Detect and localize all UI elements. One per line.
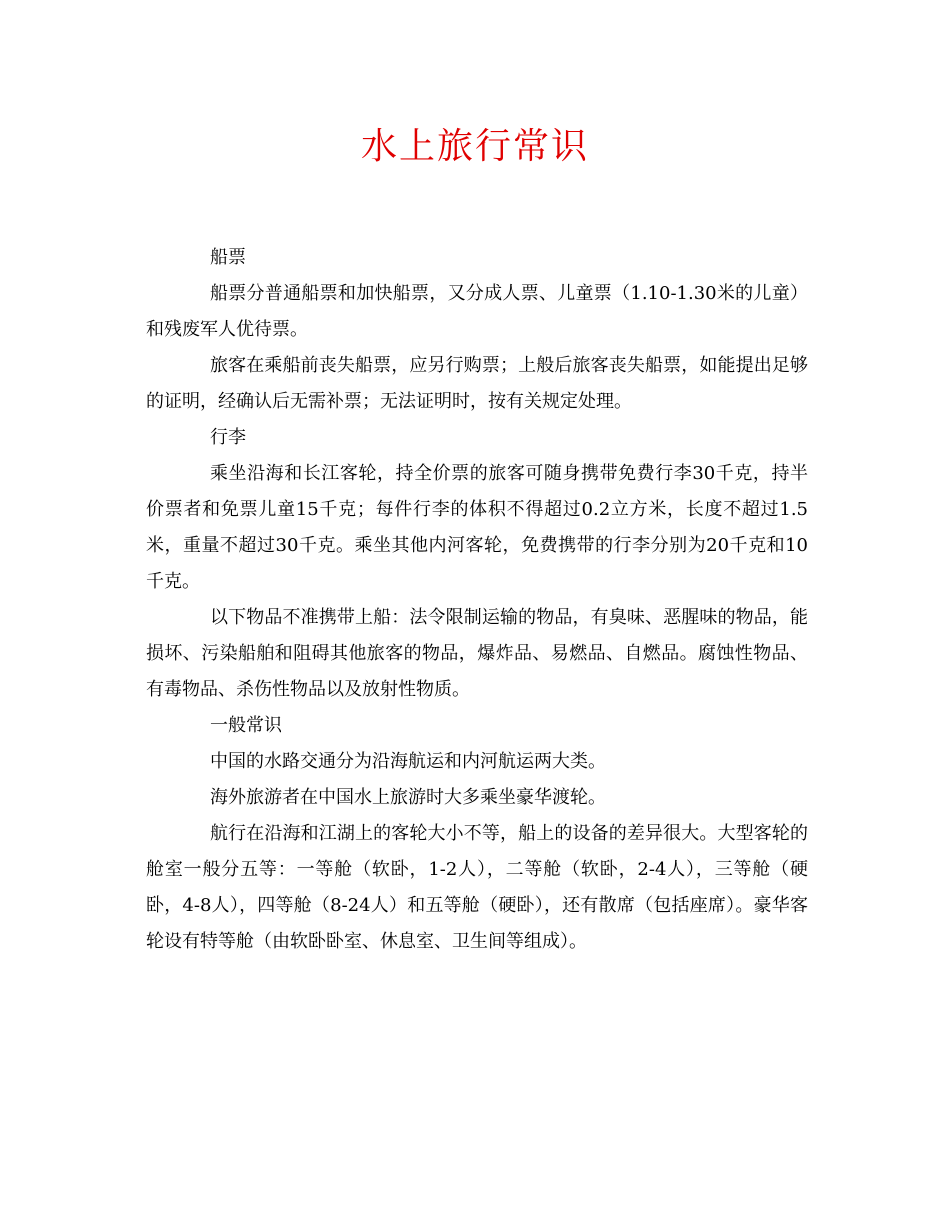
section-heading-luggage: 行李 (210, 427, 246, 448)
paragraph: 以下物品不准携带上船：法令限制运输的物品，有臭味、恶腥味的物品，能损坏、污染船舶和阻碍其他旅客的物品，爆炸品、易燃品、自燃品。腐蚀性物品、有毒物品、杀伤性物品以及放射性物质。 (146, 607, 808, 700)
section-heading-general: 一般常识 (210, 715, 282, 736)
paragraph: 中国的水路交通分为沿海航运和内河航运两大类。 (210, 751, 606, 772)
paragraph: 航行在沿海和江湖上的客轮大小不等，船上的设备的差异很大。大型客轮的舱室一般分五等：一等舱（软卧，1-2人），二等舱（软卧，2-4人），三等舱（硬卧，4-8人），四等舱（8-24人）和五等舱（硬卧），还有散席（包括座席）。豪华客轮设有特等舱（由软卧卧室、休息室、卫生间等组成）。 (146, 823, 808, 952)
paragraph: 海外旅游者在中国水上旅游时大多乘坐豪华渡轮。 (210, 787, 606, 808)
paragraph: 船票分普通船票和加快船票，又分成人票、儿童票（1.10-1.30米的儿童）和残废军人优待票。 (146, 283, 808, 340)
document-body (146, 240, 808, 960)
document-title: 水上旅行常识 (360, 126, 589, 167)
paragraph: 旅客在乘船前丧失船票，应另行购票；上般后旅客丧失船票，如能提出足够的证明，经确认后无需补票；无法证明时，按有关规定处理。 (146, 355, 808, 412)
paragraph: 乘坐沿海和长江客轮，持全价票的旅客可随身携带免费行李30千克，持半价票者和免票儿童15千克；每件行李的体积不得超过0.2立方米，长度不超过1.5米，重量不超过30千克。乘坐其他内河客轮，免费携带的行李分别为20千克和10千克。 (146, 463, 808, 592)
section-heading-ticket: 船票 (210, 247, 246, 268)
